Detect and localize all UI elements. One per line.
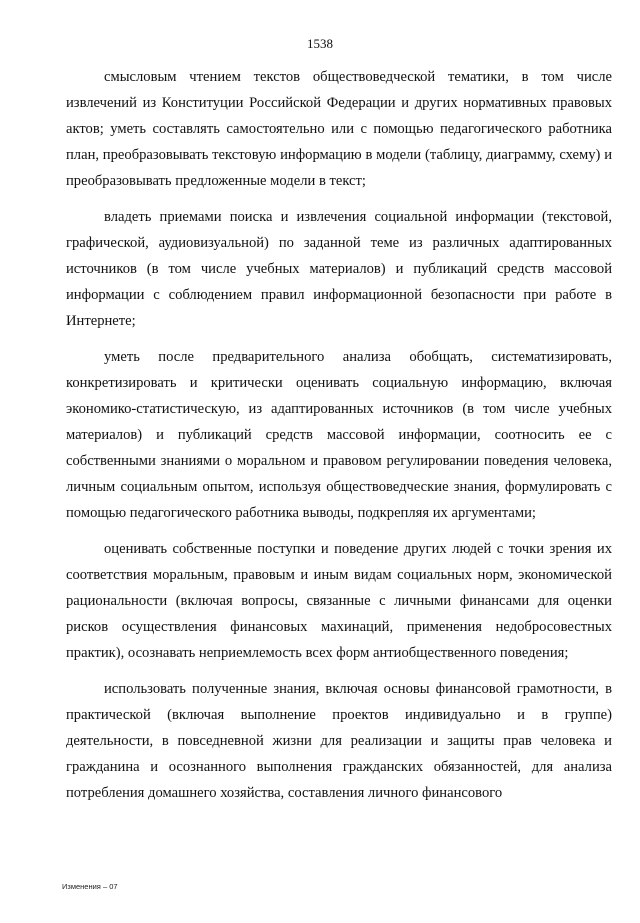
footer-revision-note: Изменения – 07 bbox=[62, 882, 118, 891]
paragraph-3: уметь после предварительного анализа обобщать, систематизировать, конкретизировать и критически оценивать социальную информацию, включая экономико-статистическую, из адаптированных источников (в том числе учебных материалов) и публикаций средств массовой информации, соотносить ее с собственными знаниями о моральном и правовом регулировании поведения человека, личным социальным опытом, используя обществоведческие знания, формулировать с помощью педагогического работника выводы, подкрепляя их аргументами; bbox=[66, 349, 612, 521]
document-body bbox=[66, 64, 612, 816]
paragraph-4: оценивать собственные поступки и поведение других людей с точки зрения их соответствия моральным, правовым и иным видам социальных норм, экономической рациональности (включая вопросы, связанные с личными финансами для оценки рисков осуществления финансовых махинаций, применения недобросовестных практик), осознавать неприемлемость всех форм антиобщественного поведения; bbox=[66, 541, 612, 661]
paragraph-2: владеть приемами поиска и извлечения социальной информации (текстовой, графической, аудиовизуальной) по заданной теме из различных адаптированных источников (в том числе учебных материалов) и публикаций средств массовой информации с соблюдением правил информационной безопасности при работе в Интернете; bbox=[66, 209, 612, 329]
page-number: 1538 bbox=[307, 36, 333, 51]
paragraph-5: использовать полученные знания, включая основы финансовой грамотности, в практической (включая выполнение проектов индивидуально и в группе) деятельности, в повседневной жизни для реализации и защиты прав человека и гражданина и осознанного выполнения гражданских обязанностей, для анализа потребления домашнего хозяйства, составления личного финансового bbox=[66, 681, 612, 801]
paragraph-1: смысловым чтением текстов обществоведческой тематики, в том числе извлечений из Конституции Российской Федерации и других нормативных правовых актов; уметь составлять самостоятельно или с помощью педагогического работника план, преобразовывать текстовую информацию в модели (таблицу, диаграмму, схему) и преобразовывать предложенные модели в текст; bbox=[66, 69, 612, 189]
